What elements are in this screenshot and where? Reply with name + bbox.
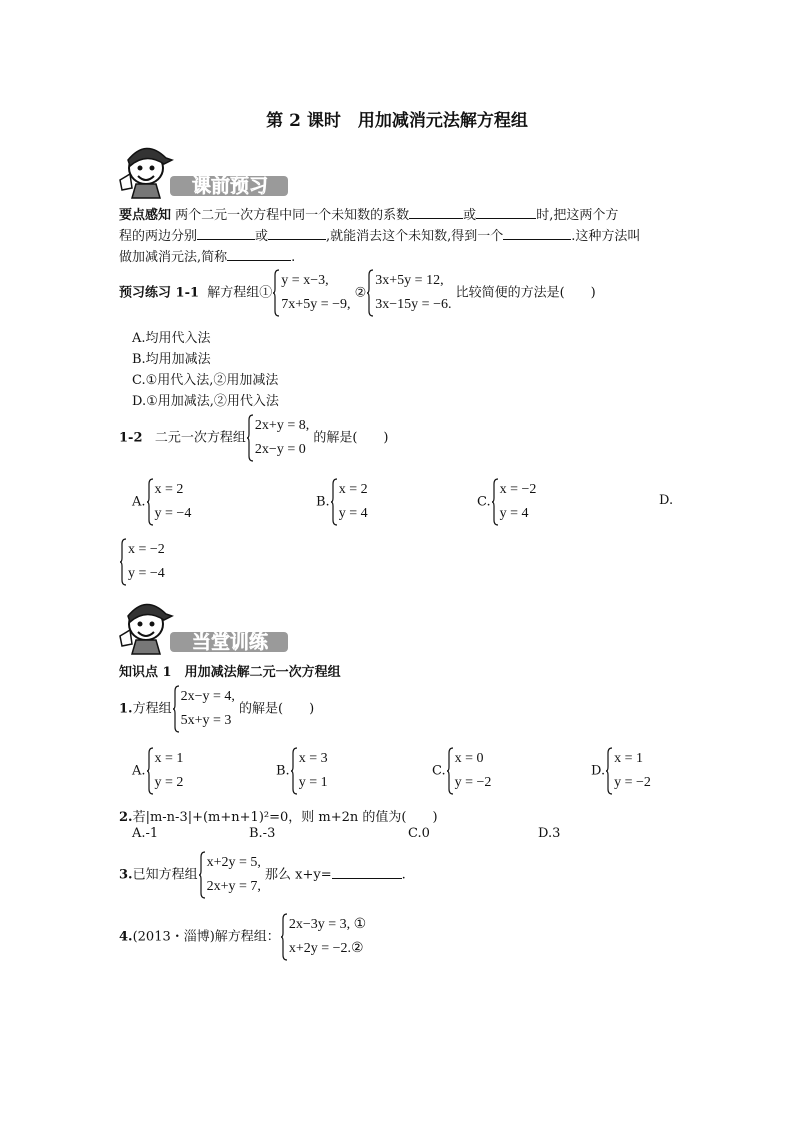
preview-banner	[116, 140, 291, 200]
practice-label: 预习练习 1-1	[119, 285, 200, 301]
practice-1-1	[119, 269, 596, 317]
option-letter: C.	[432, 763, 446, 779]
banner-label: 当堂训练	[191, 631, 269, 653]
blank[interactable]	[503, 227, 571, 240]
question-number: 3.	[119, 867, 133, 883]
equation: y = −4	[154, 506, 192, 521]
option-letter: A.	[132, 494, 146, 510]
question-text: 那么 x+y=	[265, 867, 332, 883]
option-d[interactable]	[119, 538, 165, 586]
equation-system	[198, 851, 261, 899]
question-text: (2013・淄博)解方程组：	[132, 929, 280, 945]
intro-text: 做加减消元法,简称	[119, 250, 228, 265]
blank[interactable]	[409, 206, 463, 219]
equation-system	[280, 913, 366, 961]
cartoon-boy-icon	[120, 148, 172, 198]
intro-label: 要点感知	[119, 208, 172, 223]
option-a[interactable]: A.均用代入法	[132, 331, 211, 346]
equation: x+2y = 5,	[206, 855, 261, 870]
equation: x = 1	[614, 751, 643, 766]
option-d-letter[interactable]: D.	[659, 493, 674, 508]
question-text: ②	[354, 285, 367, 301]
practice-1-2	[119, 414, 389, 462]
equation: y = x−3,	[281, 273, 329, 288]
question-text: 若|m-n-3|+(m+n+1)²=0，则 m+2n 的值为( )	[132, 810, 438, 825]
equation-system	[172, 685, 235, 733]
equation-system	[146, 747, 184, 795]
option-b[interactable]	[276, 747, 328, 795]
intro-text: ,就能消去这个未知数,得到一个	[326, 229, 504, 244]
equation-system	[366, 269, 451, 317]
blank[interactable]	[268, 227, 326, 240]
equation-system	[491, 478, 537, 526]
equation: x = 1	[154, 751, 184, 766]
question-text: 二元一次方程组	[154, 430, 246, 446]
option-letter: C.	[477, 494, 491, 510]
equation: 2x−3y = 3, ①	[288, 917, 367, 932]
option-letter: A.	[132, 763, 146, 779]
equation: 3x−15y = −6.	[375, 297, 452, 312]
answer-blank[interactable]	[332, 866, 402, 879]
option-a[interactable]: A.-1	[132, 826, 159, 841]
option-d[interactable]	[591, 747, 651, 795]
equation: 2x+y = 8,	[254, 418, 310, 433]
equation: x = −2	[128, 542, 165, 557]
question-number: 4.	[119, 929, 133, 945]
intro-line-1	[119, 204, 618, 223]
question-text: 解方程组①	[207, 285, 273, 301]
question-1	[119, 685, 314, 733]
intro-line-3	[119, 246, 295, 265]
option-c[interactable]	[432, 747, 491, 795]
question-text: 方程组	[132, 701, 172, 717]
equation: y = 4	[499, 506, 529, 521]
classwork-banner	[116, 596, 291, 656]
banner-label: 课前预习	[191, 175, 269, 197]
option-b[interactable]: B.-3	[249, 826, 276, 841]
intro-text: 两个二元一次方程中同一个未知数的系数	[175, 208, 410, 223]
equation: 2x−y = 0	[254, 442, 306, 457]
blank[interactable]	[227, 248, 291, 261]
question-text: 已知方程组	[132, 867, 198, 883]
option-c[interactable]	[477, 478, 536, 526]
question-text: 的解是( )	[313, 430, 389, 446]
equation: 7x+5y = −9,	[281, 297, 351, 312]
question-number: 2.	[119, 810, 133, 825]
equation-system	[330, 478, 368, 526]
equation: 3x+5y = 12,	[375, 273, 444, 288]
intro-text: 时,把这两个方	[536, 208, 619, 223]
question-text: 比较简便的方法是( )	[455, 285, 596, 301]
equation: y = −2	[454, 775, 492, 790]
intro-text: 程的两边分别	[119, 229, 198, 244]
cartoon-boy-icon	[120, 604, 172, 654]
question-3	[119, 851, 406, 899]
intro-line-2	[119, 225, 640, 244]
equation: 5x+y = 3	[180, 713, 232, 728]
equation: y = 1	[298, 775, 328, 790]
option-letter: B.	[276, 763, 290, 779]
question-number: 1.	[119, 701, 133, 717]
equation: x = 2	[338, 482, 368, 497]
option-c[interactable]: C.0	[408, 826, 430, 841]
option-letter: B.	[316, 494, 330, 510]
equation: x = 0	[454, 751, 484, 766]
page-title: 第 2 课时 用加减消元法解方程组	[266, 111, 528, 131]
option-letter: D.	[591, 763, 606, 779]
equation: y = −4	[128, 566, 165, 581]
question-2	[119, 806, 438, 825]
question-4	[119, 913, 366, 961]
equation-system	[119, 538, 165, 586]
equation: y = 4	[338, 506, 368, 521]
question-text: 的解是( )	[239, 701, 315, 717]
equation: x+2y = −2.②	[288, 941, 364, 956]
option-b[interactable]	[316, 478, 368, 526]
equation: y = 2	[154, 775, 184, 790]
option-d[interactable]: D.3	[538, 826, 561, 841]
blank[interactable]	[197, 227, 255, 240]
knowledge-point-heading: 知识点 1 用加减法解二元一次方程组	[119, 665, 341, 680]
equation: x = 2	[154, 482, 184, 497]
equation: 2x+y = 7,	[206, 879, 261, 894]
option-a[interactable]	[132, 747, 183, 795]
option-c[interactable]: C.①用代入法,②用加减法	[132, 373, 279, 388]
option-b[interactable]: B.均用加减法	[132, 352, 211, 367]
intro-text: 或	[463, 208, 477, 223]
equation-system	[146, 478, 192, 526]
equation: y = −2	[614, 775, 651, 790]
equation-system	[290, 747, 328, 795]
intro-text: .这种方法叫	[571, 229, 641, 244]
equation-system	[605, 747, 651, 795]
intro-text: .	[291, 250, 296, 265]
practice-label: 1-2	[119, 430, 143, 446]
equation: x = −2	[499, 482, 537, 497]
question-text: .	[401, 867, 406, 883]
blank[interactable]	[476, 206, 536, 219]
equation: x = 3	[298, 751, 328, 766]
equation: 2x−y = 4,	[180, 689, 235, 704]
equation-system	[446, 747, 492, 795]
option-d[interactable]: D.①用加减法,②用代入法	[132, 394, 279, 409]
equation-system	[246, 414, 309, 462]
equation-system	[272, 269, 350, 317]
option-a[interactable]	[132, 478, 191, 526]
intro-text: 或	[255, 229, 269, 244]
